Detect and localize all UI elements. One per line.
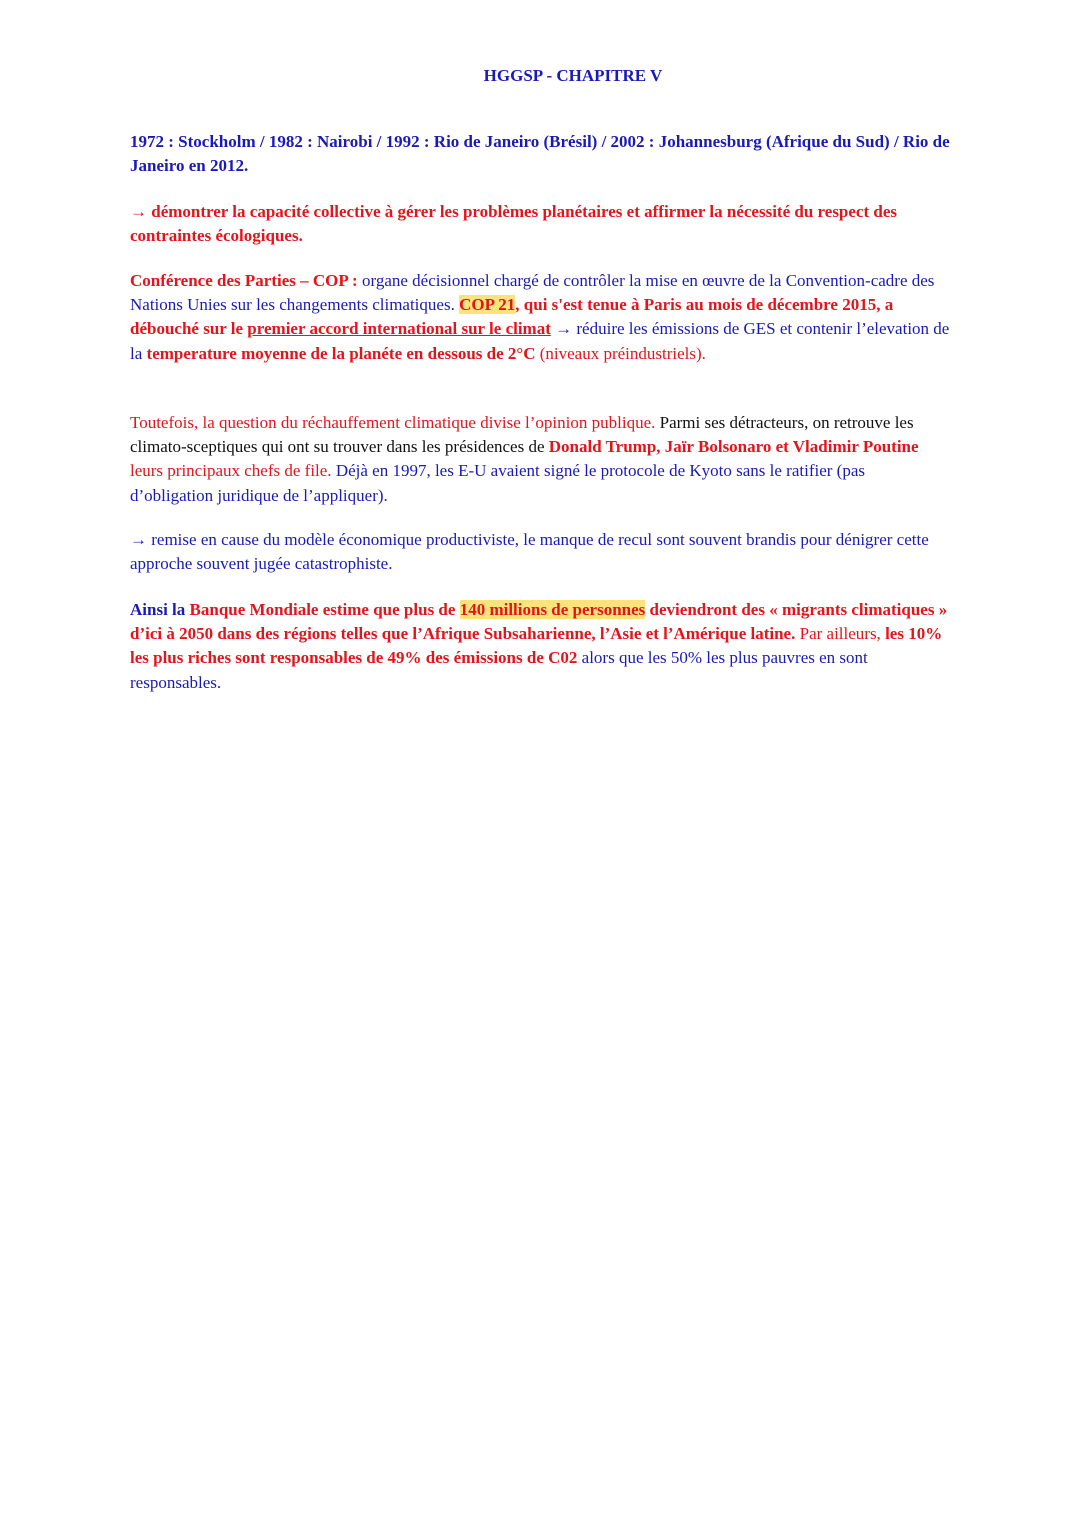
cop21-description: , qui s'est tenue à Paris au mois de décembre 2015, a débouché sur le [130, 295, 894, 339]
skeptics-intro: Parmi ses détracteurs, on retrouve les climato-sceptiques qui ont su trouver dans les présidences de [130, 413, 914, 457]
paragraph-conference-dates [130, 130, 950, 178]
public-opinion-division: Toutefois, la question du réchauffement climatique divise l’opinion publique. [130, 413, 656, 432]
richest-emissions: les 10% les plus riches sont responsables de 49% des émissions de C02 [130, 624, 943, 668]
objective-text: → démontrer la capacité collective à gérer les problèmes planétaires et affirmer la nécessité du respect des contraintes écologiques. [130, 202, 898, 246]
cop21-goal: → réduire les émissions de GES et contenir l’elevation de la [130, 319, 950, 363]
skeptic-leaders-tail: leurs principaux chefs de file. [130, 461, 332, 481]
kyoto-protocol: Déjà en 1997, les E-U avaient signé le protocole de Kyoto sans le ratifier (pas d’obligation juridique de l’appliquer). [130, 461, 865, 505]
moreover-connector: Par ailleurs, [795, 624, 886, 644]
migrants-intro: Ainsi la [130, 600, 190, 619]
cop-term: Conférence des Parties – COP : [130, 271, 358, 290]
paragraph-productivism [130, 528, 950, 576]
cop21-highlight: COP 21 [459, 295, 516, 315]
paragraph-climate-skeptics [130, 411, 950, 508]
paragraph-cop [130, 269, 950, 366]
preindustrial-note: (niveaux préindustriels). [535, 343, 706, 363]
productivism-text: → remise en cause du modèle économique productiviste, le manque de recul sont souvent brandis pour dénigrer cette approche souvent jugée catastrophiste. [130, 530, 929, 574]
migrants-regions: deviendront des « migrants climatiques » d’ici à 2050 dans des régions telles que l’Afrique Subsaharienne, l’Asie et l’Amérique latine. [130, 600, 948, 644]
conference-dates-text: 1972 : Stockholm / 1982 : Nairobi / 1992 : Rio de Janeiro (Brésil) / 2002 : Johannesburg (Afrique du Sud) / Rio de Janeiro en 2012. [130, 132, 950, 176]
poorest-emissions: alors que les 50% les plus pauvres en sont responsables. [130, 648, 868, 692]
first-climate-agreement: premier accord international sur le climat [247, 319, 551, 339]
page-title: HGGSP - CHAPITRE V [483, 66, 663, 85]
cop-definition: organe décisionnel chargé de contrôler la mise en œuvre de la Convention-cadre des Nations Unies sur les changements climatiques. [130, 271, 935, 315]
migrants-count-highlight: 140 millions de personnes [459, 600, 646, 619]
skeptic-leaders: Donald Trump, Jaïr Bolsonaro et Vladimir Poutine [548, 437, 919, 457]
paragraph-objective [130, 200, 950, 248]
world-bank-estimate: Banque Mondiale estime que plus de [189, 600, 460, 619]
temperature-target: temperature moyenne de la planéte en dessous de 2°C [146, 343, 536, 363]
paragraph-climate-migrants [130, 598, 950, 695]
